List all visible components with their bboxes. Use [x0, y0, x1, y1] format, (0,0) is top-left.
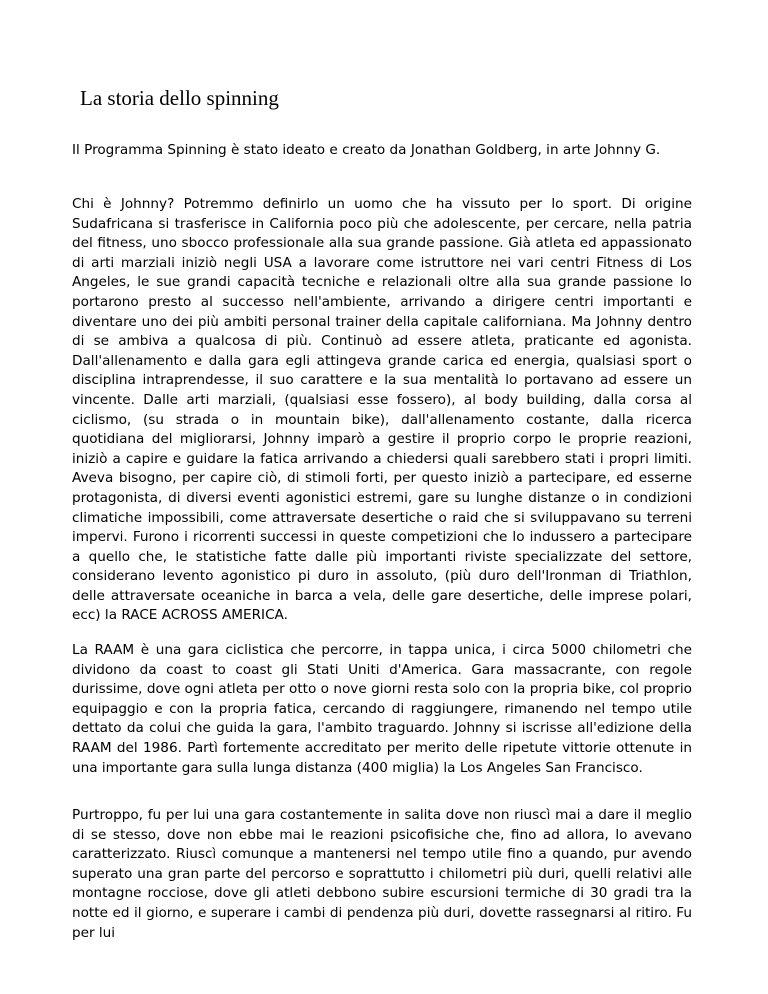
paragraph-johnny: Chi è Johnny? Potremmo definirlo un uomo che ha vissuto per lo sport. Di origine Sudafricana si trasferisce in California poco più che adolescente, per cercare, nella patria del fitness, uno sbocco professionale alla sua grande passione. Già atleta ed appassionato di arti marziali iniziò negli USA a lavorare come istruttore nei vari centri Fitness di Los Angeles, le sue grandi capacità tecniche e relazionali oltre alla sua grande passione lo portarono presto al successo nell'ambiente, arrivando a dirigere centri importanti e diventare uno dei più ambiti personal trainer della capitale californiana. Ma Johnny dentro di se ambiva a qualcosa di più. Continuò ad essere atleta, praticante ed agonista. Dall'allenamento e dalla gara egli attingeva grande carica ed energia, qualsiasi sport o disciplina intraprendesse, il suo carattere e la sua mentalità lo portavano ad essere un vincente. Dalle arti marziali, (qualsiasi esse fossero), al body building, dalla corsa al ciclismo, (su strada o in mountain bike), dall'allenamento costante, dalla ricerca quotidiana del migliorarsi, Johnny imparò a gestire il proprio corpo le proprie reazioni, iniziò a capire e guidare la fatica arrivando a chiedersi quali sarebbero stati i propri limiti. Aveva bisogno, per capire ciò, di stimoli forti, per questo iniziò a partecipare, ed esserne protagonista, di diversi eventi agonistici estremi, gare su lunghe distanze o in condizioni climatiche impossibili, come attraversate desertiche o raid che si sviluppavano su terreni impervi. Furono i ricorrenti successi in queste competizioni che lo indussero a partecipare a quello che, le statistiche fatte dalle più importanti riviste specializzate del settore, considerano levento agonistico pi duro in assoluto, (più duro dell'Ironman di Triathlon, delle attraversate oceaniche in barca a vela, delle gare desertiche, delle imprese polari, ecc) la RACE ACROSS AMERICA. [72, 196, 692, 624]
document-title: La storia dello spinning [80, 86, 279, 110]
paragraph-raam: La RAAM è una gara ciclistica che percorre, in tappa unica, i circa 5000 chilometri che dividono da coast to coast gli Stati Uniti d'America. Gara massacrante, con regole durissime, dove ogni atleta per otto o nove giorni resta solo con la propria bike, col proprio equipaggio e con la propria fatica, cercando di raggiungere, rimanendo nel tempo utile dettato da colui che guida la gara, l'ambito traguardo. Johnny si iscrisse all'edizione della RAAM del 1986. Partì fortemente accreditato per merito delle ripetute vittorie ottenute in una importante gara sulla lunga distanza (400 miglia) la Los Angeles San Francisco. [72, 642, 692, 776]
paragraph-intro: Il Programma Spinning è stato ideato e creato da Jonathan Goldberg, in arte Johnny G. [72, 142, 661, 158]
paragraph-retirement: Purtroppo, fu per lui una gara costantemente in salita dove non riuscì mai a dare il meglio di se stesso, dove non ebbe mai le reazioni psicofisiche che, fino ad allora, lo avevano caratterizzato. Riuscì comunque a mantenersi nel tempo utile fino a quando, pur avendo superato una gran parte del percorso e soprattutto i chilometri più duri, quelli relativi alle montagne rocciose, dove gli atleti debbono subire escursioni termiche di 30 gradi tra la notte ed il giorno, e superare i cambi di pendenza più duri, dovette rassegnarsi al ritiro. Fu per lui [72, 807, 692, 941]
